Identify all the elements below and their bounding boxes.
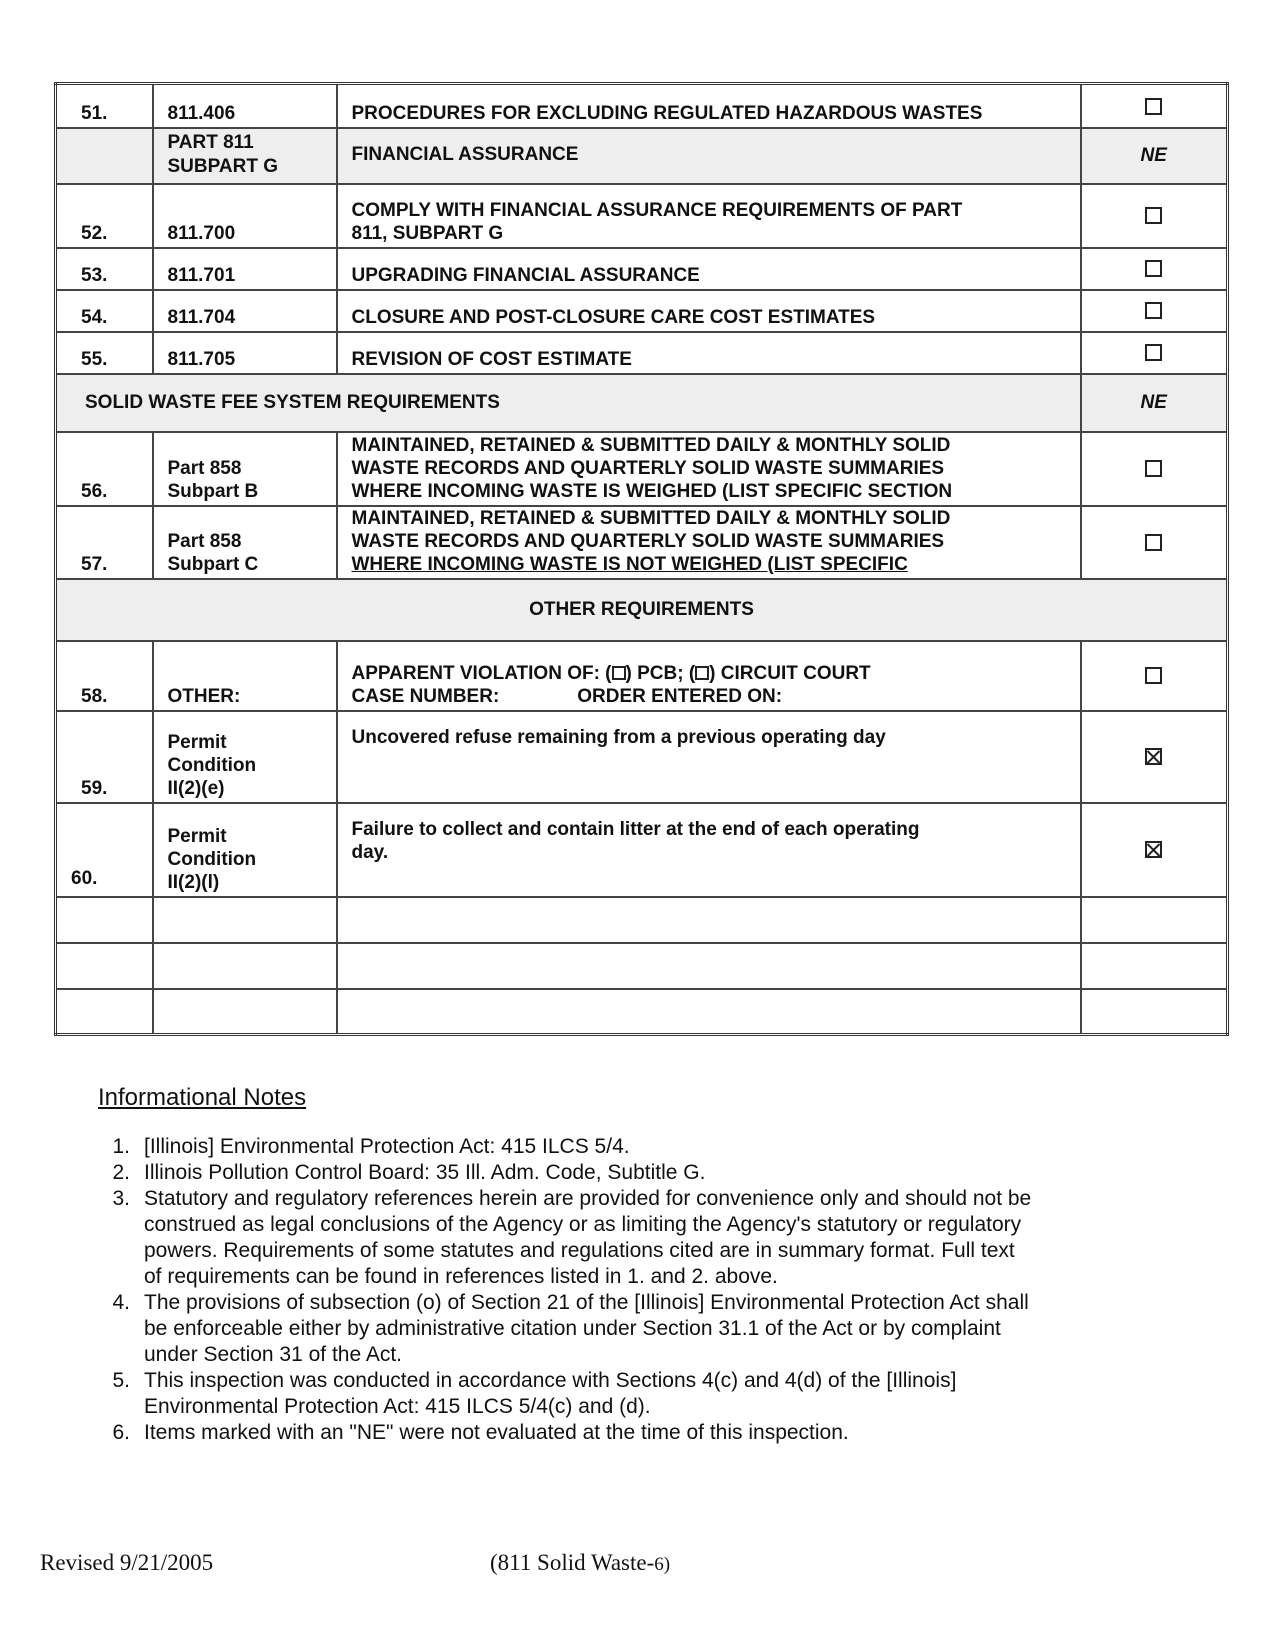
note-number: 1. bbox=[112, 1135, 130, 1158]
subpart-g-header-row bbox=[56, 128, 1228, 184]
row-section: 811.406 bbox=[153, 84, 337, 128]
checkbox[interactable] bbox=[1145, 207, 1162, 224]
row-checkbox-cell bbox=[1081, 332, 1228, 374]
note-item bbox=[98, 1186, 1128, 1290]
row-number: 54. bbox=[56, 290, 153, 332]
ne-mark: NE bbox=[1081, 128, 1228, 184]
row-section: 811.704 bbox=[153, 290, 337, 332]
row-checkbox-cell bbox=[1081, 506, 1228, 579]
row-section: 811.700 bbox=[153, 184, 337, 248]
checklist-row-60 bbox=[56, 803, 1228, 897]
fee-system-header-row bbox=[56, 374, 1228, 432]
row-description: COMPLY WITH FINANCIAL ASSURANCE REQUIREMENTS OF PART 811, SUBPART G bbox=[337, 184, 1081, 248]
note-item bbox=[98, 1134, 1128, 1160]
note-item bbox=[98, 1420, 1128, 1446]
blank-row bbox=[56, 943, 1228, 989]
page-label: (811 Solid Waste-6) bbox=[490, 1550, 671, 1575]
row-description: MAINTAINED, RETAINED & SUBMITTED DAILY & MONTHLY SOLID WASTE RECORDS AND QUARTERLY SOLID WASTE SUMMARIES WHERE INCOMING WASTE IS NOT WEIGHED (LIST SPECIFIC bbox=[337, 506, 1081, 579]
row-section: Part 858 Subpart C bbox=[153, 506, 337, 579]
row-checkbox-cell bbox=[1081, 432, 1228, 506]
checked-checkbox[interactable] bbox=[1145, 841, 1162, 858]
checklist-row-57 bbox=[56, 506, 1228, 579]
checkbox[interactable] bbox=[1145, 460, 1162, 477]
row-section: Permit Condition II(2)(e) bbox=[153, 711, 337, 803]
row-section: 811.705 bbox=[153, 332, 337, 374]
informational-notes-title: Informational Notes bbox=[98, 1084, 307, 1111]
checklist-row-53 bbox=[56, 248, 1228, 290]
blank-row bbox=[56, 897, 1228, 943]
row-checkbox-cell bbox=[1081, 84, 1228, 128]
fee-system-title: SOLID WASTE FEE SYSTEM REQUIREMENTS bbox=[56, 374, 1081, 432]
note-number: 2. bbox=[112, 1161, 130, 1184]
row-checkbox-cell bbox=[1081, 803, 1228, 897]
checked-checkbox[interactable] bbox=[1145, 748, 1162, 765]
note-text: Statutory and regulatory references herein are provided for convenience only and should not be construed as legal conclusions of the Agency or as limiting the Agency's statutory or regulatory powers. Requirements of some statutes and regulations cited are in summary format. Full text of requirements can be found in references listed in 1. and 2. above. bbox=[144, 1187, 1032, 1288]
checkbox[interactable] bbox=[1145, 667, 1162, 684]
order-entered-label: ORDER ENTERED ON: bbox=[577, 685, 783, 707]
note-text: This inspection was conducted in accordance with Sections 4(c) and 4(d) of the [Illinois] Environmental Protection Act: 415 ILCS 5/4(c) and (d). bbox=[144, 1369, 957, 1418]
row-number: 57. bbox=[56, 506, 153, 579]
checkbox[interactable] bbox=[1145, 302, 1162, 319]
note-number: 3. bbox=[112, 1187, 130, 1210]
checkbox[interactable] bbox=[1145, 260, 1162, 277]
row-description: CLOSURE AND POST-CLOSURE CARE COST ESTIMATES bbox=[337, 290, 1081, 332]
checkbox[interactable] bbox=[1145, 98, 1162, 115]
inspection-checklist-table bbox=[54, 82, 1229, 1036]
note-text: Items marked with an "NE" were not evaluated at the time of this inspection. bbox=[144, 1421, 849, 1444]
checklist-row-55 bbox=[56, 332, 1228, 374]
row-number: 60. bbox=[56, 803, 153, 897]
pcb-checkbox[interactable] bbox=[612, 666, 626, 680]
row-number: 59. bbox=[56, 711, 153, 803]
row-description: REVISION OF COST ESTIMATE bbox=[337, 332, 1081, 374]
other-requirements-title: OTHER REQUIREMENTS bbox=[56, 579, 1228, 641]
row-section: Permit Condition II(2)(l) bbox=[153, 803, 337, 897]
checklist-row-52 bbox=[56, 184, 1228, 248]
row-checkbox-cell bbox=[1081, 641, 1228, 711]
row-number: 52. bbox=[56, 184, 153, 248]
row-checkbox-cell bbox=[1081, 290, 1228, 332]
row-number: 53. bbox=[56, 248, 153, 290]
row-section: 811.701 bbox=[153, 248, 337, 290]
note-text: The provisions of subsection (o) of Section 21 of the [Illinois] Environmental Protection Act shall be enforceable either by administrative citation under Section 31.1 of the Act or by complaint under Section 31 of the Act. bbox=[144, 1291, 1029, 1366]
checklist-row-54 bbox=[56, 290, 1228, 332]
case-number-label: CASE NUMBER: bbox=[351, 685, 500, 707]
row-number: 56. bbox=[56, 432, 153, 506]
row-description: MAINTAINED, RETAINED & SUBMITTED DAILY & MONTHLY SOLID WASTE RECORDS AND QUARTERLY SOLID WASTE SUMMARIES WHERE INCOMING WASTE IS WEIGHED (LIST SPECIFIC SECTION bbox=[337, 432, 1081, 506]
ne-mark: NE bbox=[1081, 374, 1228, 432]
checkbox[interactable] bbox=[1145, 534, 1162, 551]
informational-notes-list bbox=[98, 1134, 1128, 1446]
row-checkbox-cell bbox=[1081, 248, 1228, 290]
checklist-row-56 bbox=[56, 432, 1228, 506]
circuit-court-checkbox[interactable] bbox=[695, 666, 709, 680]
row-description: PROCEDURES FOR EXCLUDING REGULATED HAZARDOUS WASTES bbox=[337, 84, 1081, 128]
subpart-title: FINANCIAL ASSURANCE bbox=[337, 128, 1081, 184]
row-description: APPARENT VIOLATION OF: ( ) PCB; ( ) CIRCUIT COURT CASE NUMBER: ORDER ENTERED ON: bbox=[337, 641, 1081, 711]
note-text: [Illinois] Environmental Protection Act: 415 ILCS 5/4. bbox=[144, 1135, 630, 1158]
blank-row bbox=[56, 989, 1228, 1035]
row-description: UPGRADING FINANCIAL ASSURANCE bbox=[337, 248, 1081, 290]
note-number: 4. bbox=[112, 1291, 130, 1314]
row-section: OTHER: bbox=[153, 641, 337, 711]
note-number: 6. bbox=[112, 1421, 130, 1444]
note-item bbox=[98, 1368, 1128, 1420]
checklist-row-51 bbox=[56, 84, 1228, 128]
checklist-row-59 bbox=[56, 711, 1228, 803]
row-number: 51. bbox=[56, 84, 153, 128]
row-section: Part 858 Subpart B bbox=[153, 432, 337, 506]
row-description: Failure to collect and contain litter at the end of each operating day. bbox=[337, 803, 1081, 897]
subpart-section: PART 811 SUBPART G bbox=[153, 128, 337, 184]
note-item bbox=[98, 1290, 1128, 1368]
row-checkbox-cell bbox=[1081, 711, 1228, 803]
row-checkbox-cell bbox=[1081, 184, 1228, 248]
row-number: 55. bbox=[56, 332, 153, 374]
checklist-row-58 bbox=[56, 641, 1228, 711]
row-number: 58. bbox=[56, 641, 153, 711]
other-requirements-header-row bbox=[56, 579, 1228, 641]
row-description: Uncovered refuse remaining from a previous operating day bbox=[337, 711, 1081, 803]
note-item bbox=[98, 1160, 1128, 1186]
revision-date: Revised 9/21/2005 bbox=[40, 1550, 214, 1575]
checkbox[interactable] bbox=[1145, 344, 1162, 361]
note-number: 5. bbox=[112, 1369, 130, 1392]
note-text: Illinois Pollution Control Board: 35 Ill. Adm. Code, Subtitle G. bbox=[144, 1161, 706, 1184]
